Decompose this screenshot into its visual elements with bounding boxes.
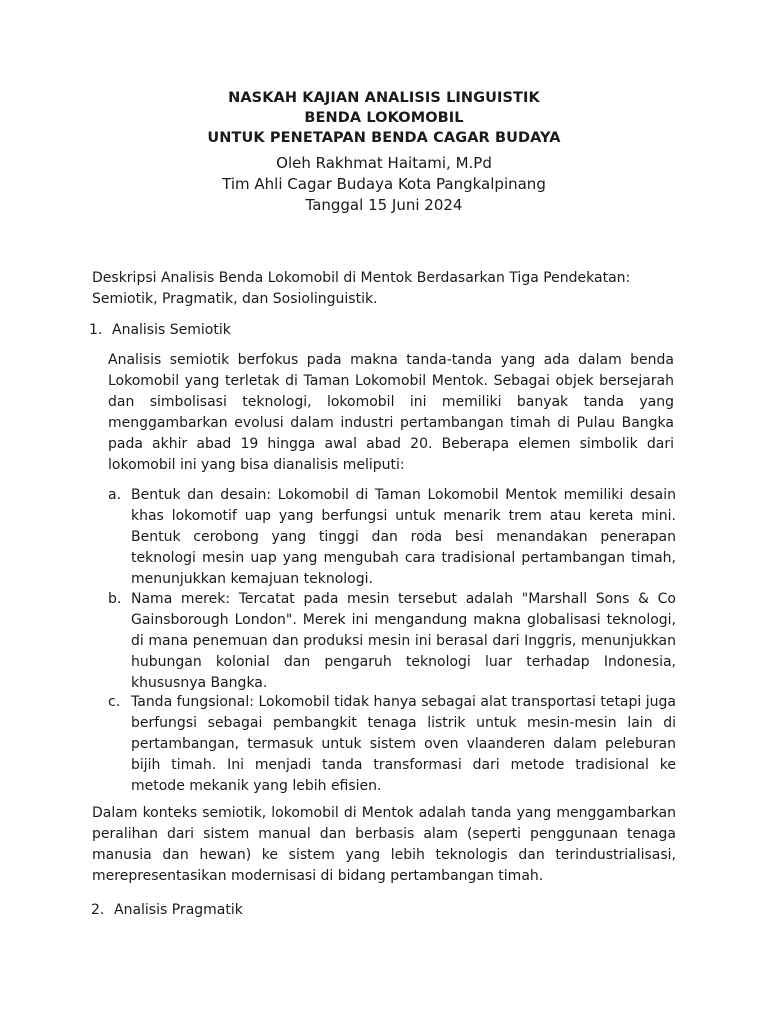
author-line: Oleh Rakhmat Haitami, M.Pd: [276, 154, 492, 172]
list-item-text: Nama merek: Tercatat pada mesin tersebut adalah "Marshall Sons & Co Gainsborough London". Merek ini mengandung makna globalisasi teknologi, di mana penemuan dan produksi mesin ini berasal dari Inggris, menunjukkan hubungan kolonial dan pengaruh teknologi luar terhadap Indonesia, khususnya Bangka.: [131, 591, 676, 691]
list-item-text: Tanda fungsional: Lokomobil tidak hanya sebagai alat transportasi tetapi juga berfungsi sebagai pembangkit tenaga listrik untuk mesin-mesin lain di pertambangan, termasuk untuk sistem oven vlaanderen dalam peleburan bijih timah. Ini menjadi tanda transformasi dari metode tradisional ke metode mekanik yang lebih efisien.: [131, 694, 676, 794]
section-1-title: Analisis Semiotik: [112, 322, 231, 338]
section-1-conclusion: Dalam konteks semiotik, lokomobil di Mentok adalah tanda yang menggambarkan peralihan dari sistem manual dan berbasis alam (seperti penggunaan tenaga manusia dan hewan) ke sistem yang lebih teknologis dan terindustrialisasi, merepresentasikan modernisasi di bidang pertambangan timah.: [92, 805, 676, 884]
intro-paragraph: Deskripsi Analisis Benda Lokomobil di Mentok Berdasarkan Tiga Pendekatan: Semiotik, Pragmatik, dan Sosiolinguistik.: [92, 270, 631, 307]
section-2-number: 2.: [91, 902, 105, 918]
list-item-letter: b.: [108, 591, 122, 607]
title-line-1: NASKAH KAJIAN ANALISIS LINGUISTIK: [228, 90, 540, 106]
section-1-number: 1.: [89, 322, 103, 338]
list-item-letter: a.: [108, 487, 122, 503]
list-item-a: [108, 485, 676, 590]
list-item-text: Bentuk dan desain: Lokomobil di Taman Lokomobil Mentok memiliki desain khas lokomotif uap yang berfungsi untuk menarik trem atau kereta mini. Bentuk cerobong yang tinggi dan roda besi menandakan penerapan teknologi mesin uap yang mengubah cara tradisional pertambangan timah, menunjukkan kemajuan teknologi.: [131, 487, 676, 587]
list-item-b: [108, 589, 676, 694]
document-meta: [0, 153, 768, 216]
document-title: [0, 88, 768, 148]
section-1-paragraph: Analisis semiotik berfokus pada makna tanda-tanda yang ada dalam benda Lokomobil yang terletak di Taman Lokomobil Mentok. Sebagai objek bersejarah dan simbolisasi teknologi, lokomobil ini memiliki banyak tanda yang menggambarkan evolusi dalam industri pertambangan timah di Pulau Bangka pada akhir abad 19 hingga awal abad 20. Beberapa elemen simbolik dari lokomobil ini yang bisa dianalisis meliputi:: [108, 352, 674, 473]
section-2-title: Analisis Pragmatik: [114, 902, 243, 918]
team-line: Tim Ahli Cagar Budaya Kota Pangkalpinang: [222, 175, 546, 193]
list-item-c: [108, 692, 676, 797]
date-line: Tanggal 15 Juni 2024: [305, 196, 463, 214]
title-line-3: UNTUK PENETAPAN BENDA CAGAR BUDAYA: [207, 130, 561, 146]
title-line-2: BENDA LOKOMOBIL: [304, 110, 464, 126]
list-item-letter: c.: [108, 694, 121, 710]
